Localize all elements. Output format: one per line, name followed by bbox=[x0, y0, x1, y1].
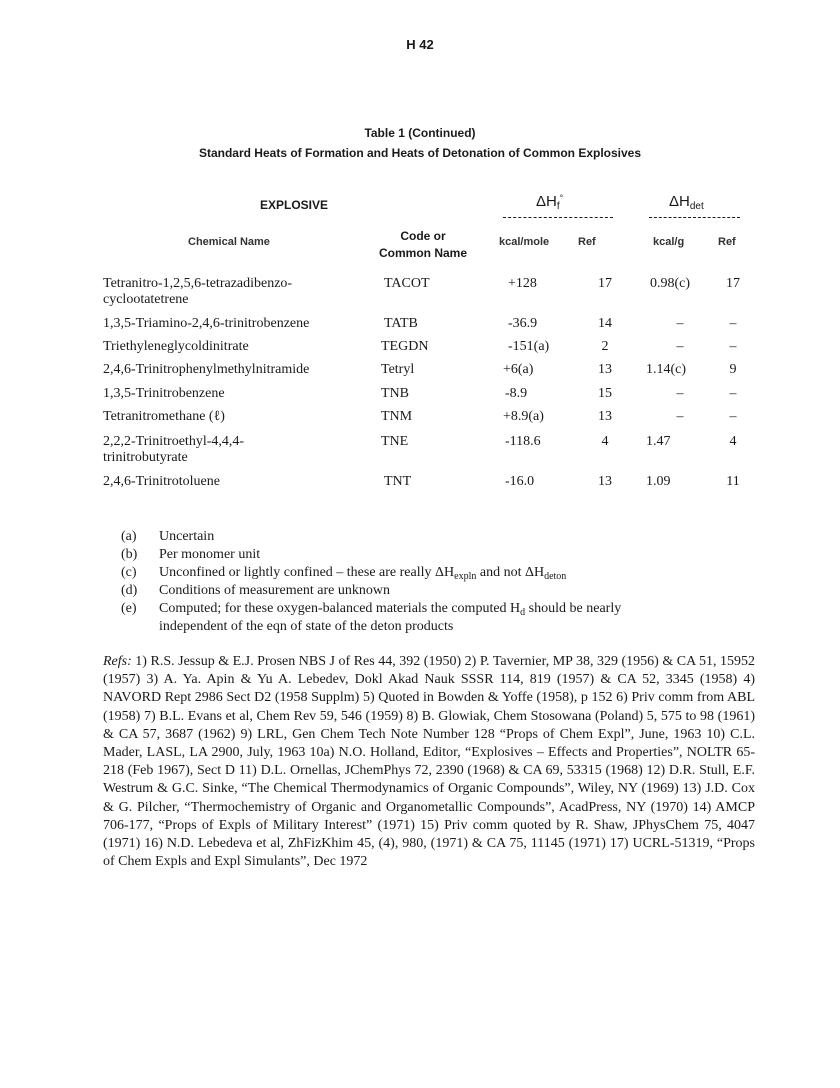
table-row-hdet: 1.47 bbox=[646, 434, 671, 449]
code-header-line2: Common Name bbox=[378, 246, 467, 260]
note-label: (b) bbox=[121, 547, 138, 562]
table-row-hdet-ref: – bbox=[729, 339, 737, 354]
kcal-g-header: kcal/g bbox=[653, 236, 685, 248]
references-label: Refs: bbox=[103, 654, 132, 669]
note-text: Conditions of measurement are unknown bbox=[159, 583, 390, 598]
table-row-hf: -118.6 bbox=[505, 434, 541, 449]
table-row-hf: -151(a) bbox=[508, 339, 550, 354]
note-text: Per monomer unit bbox=[159, 547, 261, 562]
table-row-hdet: – bbox=[676, 339, 684, 354]
table-row-hdet-ref: 11 bbox=[726, 474, 740, 489]
table-caption: Table 1 (Continued) bbox=[364, 126, 476, 140]
table-row-name: Tetranitromethane (ℓ) bbox=[103, 409, 225, 424]
table-row-hdet-ref: 17 bbox=[726, 276, 740, 291]
table-row-code: TATB bbox=[384, 316, 418, 331]
table-row-hdet: – bbox=[676, 316, 684, 331]
note-text-continued: independent of the eqn of state of the deton products bbox=[159, 619, 454, 634]
table-row-name: 2,2,2-Trinitroethyl-4,4,4-trinitrobutyrate bbox=[103, 434, 245, 465]
table-row-name: 1,3,5-Trinitrobenzene bbox=[103, 386, 225, 401]
table-row-name: Triethyleneglycoldinitrate bbox=[103, 339, 249, 354]
table-row-code: Tetryl bbox=[381, 362, 415, 377]
heat-of-formation-header: $\Delta H_f^\circ$ bbox=[536, 193, 564, 212]
note-label: (d) bbox=[121, 583, 138, 598]
table-row-hf-ref: 15 bbox=[598, 386, 612, 401]
note-label: (c) bbox=[121, 565, 137, 580]
table-row-name: 1,3,5-Triamino-2,4,6-trinitrobenzene bbox=[103, 316, 310, 331]
explosive-header: EXPLOSIVE bbox=[260, 198, 329, 212]
note-text: Unconfined or lightly confined – these are really $\Delta H_{expln}$ and not $\Delta H_{deton}$ bbox=[159, 565, 567, 582]
references bbox=[103, 653, 755, 871]
table-row-hf: -16.0 bbox=[505, 474, 535, 489]
table-row-hf: +8.9(a) bbox=[503, 409, 544, 424]
kcal-mole-header: kcal/mole bbox=[499, 236, 550, 248]
table-row-name: Tetranitro-1,2,5,6-tetrazadibenzo-cyclootatetrene bbox=[103, 276, 293, 307]
ref2-header: Ref bbox=[718, 236, 736, 248]
table-row-hdet-ref: 4 bbox=[729, 434, 737, 449]
table-row-hf-ref: 2 bbox=[601, 339, 609, 354]
table-title: Standard Heats of Formation and Heats of Detonation of Common Explosives bbox=[198, 146, 642, 160]
table-row-hf: +128 bbox=[508, 276, 537, 291]
note-text: Computed; for these oxygen-balanced materials the computed $H_d$ should be nearly bbox=[159, 601, 622, 618]
table-row-code: TEGDN bbox=[381, 339, 429, 354]
table-row-hdet: – bbox=[676, 386, 684, 401]
note-label: (e) bbox=[121, 601, 137, 616]
table-row-hf-ref: 13 bbox=[598, 474, 612, 489]
table-row-hf-ref: 4 bbox=[601, 434, 609, 449]
table-row-code: TNB bbox=[381, 386, 409, 401]
table-row-hdet: 1.09 bbox=[646, 474, 671, 489]
code-header-line1: Code or bbox=[400, 229, 446, 243]
table-row-name: 2,4,6-Trinitrotoluene bbox=[103, 474, 220, 489]
table-row-hf-ref: 17 bbox=[598, 276, 612, 291]
table-row-hdet-ref: – bbox=[729, 316, 737, 331]
table-row-name: 2,4,6-Trinitrophenylmethylnitramide bbox=[103, 362, 310, 377]
ref-header: Ref bbox=[578, 236, 596, 248]
heat-of-detonation-header: $\Delta H_{det}$ bbox=[669, 193, 704, 212]
table-row-hf-ref: 14 bbox=[598, 316, 612, 331]
page-number: H 42 bbox=[406, 37, 434, 52]
hf-divider bbox=[503, 217, 613, 218]
table-row-hf-ref: 13 bbox=[598, 409, 612, 424]
table-row-hdet-ref: 9 bbox=[729, 362, 737, 377]
table-row-code: TNT bbox=[384, 474, 412, 489]
note-text: Uncertain bbox=[159, 529, 215, 544]
table-row-hf-ref: 13 bbox=[598, 362, 612, 377]
table-row-code: TNE bbox=[381, 434, 409, 449]
table-row-hf: -8.9 bbox=[505, 386, 528, 401]
table-row-hdet: 0.98(c) bbox=[650, 276, 691, 291]
references-text: 1) R.S. Jessup & E.J. Prosen NBS J of Res 44, 392 (1950) 2) P. Tavernier, MP 38, 329 (1956) & CA 51, 15952 (1957) 3) A. Ya. Apin & Yu A. Lebedev, Dokl Akad Nauk SSSR 114, 819 (1957) & CA 52, 3345 (1958) 4) NAVORD Rept 2986 Sect D2 (1958 Supplm) 5) Quoted in Bowden & Yoffe (1958), p 152 6) Priv comm from ABL (1958) 7) B.L. Evans et al, Chem Rev 59, 546 (1959) 8) B. Glowiak, Chem Stosowana (Poland) 5, 575 to 98 (1961) & CA 57, 3687 (1962) 9) LRL, Gen Chem Tech Note Number 128 “Props of Chem Expl”, June, 1963 10) C.L. Mader, LASL, LA 2900, July, 1963 10a) N.O. Holland, Editor, “Explosives – Effects and Properties”, NOLTR 65-218 (Feb 1967), Sect D 11) D.L. Ornellas, JChemPhys 72, 2390 (1968) & CA 69, 53315 (1968) 12) D.R. Stull, E.F. Westrum & G.C. Sinke, “The Chemical Thermodynamics of Organic Compounds”, Wiley, NY (1969) 13) J.D. Cox & G. Pilcher, “Thermochemistry of Organic and Organometallic Compounds”, AcadPress, NY (1970) 14) AMCP 706-177, “Props of Expls of Military Interest” (1971) 15) Priv comm quoted by R. Shaw, JPhysChem 75, 4047 (1971) 16) N.D. Lebedeva et al, ZhFizKhim 45, (4), 980, (1971) & CA 75, 11145 (1971) 17) UCRL-51319, “Props of Chem Expls and Expl Simulants”, Dec 1972 bbox=[103, 654, 755, 870]
table-row-hdet-ref: – bbox=[729, 409, 737, 424]
table-row-hdet-ref: – bbox=[729, 386, 737, 401]
table-row-hf: +6(a) bbox=[503, 362, 534, 377]
table-row-code: TACOT bbox=[384, 276, 430, 291]
table-row-hdet: 1.14(c) bbox=[646, 362, 687, 377]
table-row-code: TNM bbox=[381, 409, 413, 424]
note-label: (a) bbox=[121, 529, 137, 544]
chemical-name-header: Chemical Name bbox=[188, 236, 270, 248]
table-row-hf: -36.9 bbox=[508, 316, 538, 331]
table-row-hdet: – bbox=[676, 409, 684, 424]
hdet-divider bbox=[649, 217, 740, 218]
